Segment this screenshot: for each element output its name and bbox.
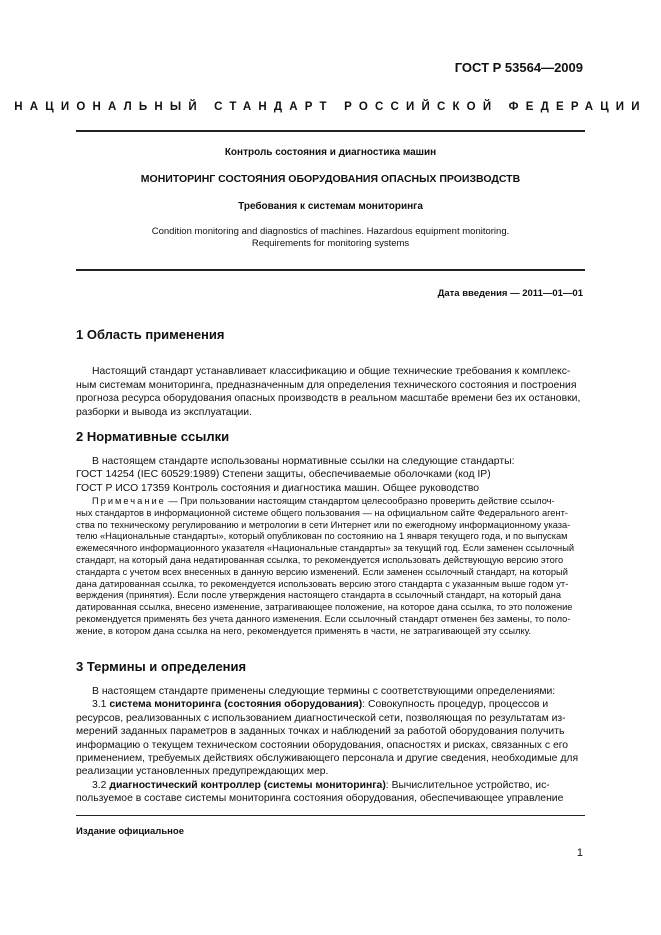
s1-line: ным системам мониторинга, предназначенным для определения технического состояния и построения [76, 379, 577, 391]
s1-line: Настоящий стандарт устанавливает классификацию и общие технические требования к комплекс- [92, 366, 571, 378]
term-3-1: 3.1 система мониторинга (состояния оборудования): Совокупность процедур, процессов и [92, 699, 549, 711]
top-rule [76, 130, 585, 132]
s1-line: разборки и вывода из эксплуатации. [76, 406, 252, 418]
section-2-heading: 2 Нормативные ссылки [76, 429, 230, 444]
footer-rule [76, 815, 585, 816]
section-2-note: Примечание — При пользовании настоящим стандартом целесообразно проверить действие ссылоч- ных стандартов в информационной системе общего пользования — на официальном сайте Федерального агент- ства по техническому регулированию и метрологии в сети Интернет или по ежегодному информационному указа- телю «Национальные стандарты», который опубликован по состоянию на 1 января текущего года, и по выпускам ежемесячного информационного указателя «Национальные стандарты» за текущий год. Если заменен ссылочный стандарт, на который дана недатированная ссылка, то рекомендуется использовать действующую версию этого стандарта с учетом всех внесенных в данную версию изменений. Если заменен ссылочный стандарт, на который дана датированная ссылка, то рекомендуется использовать версию этого стандарта с указанным выше годом ут- верждения (принятия). Если после утверждения настоящего стандарта в ссылочный стандарт, на который дана датированная ссылка, внесено изменение, затрагивающее положение, на которое дана ссылка, то это положение рекомендуется применять без учета данного изменения. Если ссылочный стандарт отменен без замены, то поло- жение, в котором дана ссылка на него, рекомендуется применять в части, не затрагивающей эту ссылку. [76, 496, 575, 636]
title-rule [76, 269, 585, 271]
section-2-body [76, 455, 585, 495]
section-3-heading: 3 Термины и определения [76, 659, 247, 674]
national-standard-banner: НАЦИОНАЛЬНЫЙ СТАНДАРТ РОССИЙСКОЙ ФЕДЕРАЦИИ [14, 101, 647, 113]
section-1-body [76, 352, 585, 419]
document-number: ГОСТ Р 53564—2009 [454, 60, 583, 75]
title-group: Контроль состояния и диагностика машин [224, 147, 437, 158]
official-edition-label: Издание официальное [76, 826, 184, 837]
title-english-line-1: Condition monitoring and diagnostics of machines. Hazardous equipment monitoring. [151, 226, 510, 237]
s2-line: ГОСТ Р ИСО 17359 Контроль состояния и диагностика машин. Общее руководство [76, 482, 480, 494]
s2-line: В настоящем стандарте использованы нормативные ссылки на следующие стандарты: [92, 456, 515, 467]
date-of-introduction: Дата введения — 2011—01—01 [437, 288, 583, 299]
s3-intro: В настоящем стандарте применены следующие термины с соответствующими определениями: [92, 686, 556, 697]
title-main: МОНИТОРИНГ СОСТОЯНИЯ ОБОРУДОВАНИЯ ОПАСНЫХ ПРОИЗВОДСТВ [140, 173, 521, 185]
note-label: Примечание [92, 496, 166, 506]
page-number: 1 [576, 847, 583, 859]
title-english [60, 226, 601, 250]
s1-line: прогноза ресурса оборудования опасных производств в реальном масштабе времени без их остановки, [76, 393, 581, 405]
term-3-2: 3.2 диагностический контроллер (системы мониторинга): Вычислительное устройство, ис- [92, 779, 550, 791]
section-1-heading: 1 Область применения [76, 327, 225, 342]
s2-line: ГОСТ 14254 (IEC 60529:1989) Степени защиты, обеспечиваемые оболочками (код IP) [76, 469, 491, 481]
section-3-body: В настоящем стандарте применены следующие термины с соответствующими определениями: 3.1 система мониторинга (состояния оборудования): Совокупность процедур, процессов и ресурсов, реализованных с использованием диагностической сети, позволяющая по результатам из- мерений заданных параметров в заданных точках и наблюдений за работой оборудования получить информацию о текущем техническом состоянии оборудования, опасностях и рисках, связанных с его применением, требуемых действиях обслуживающего персонала и другие сведения, необходимые для реализации установленных предупреждающих мер. 3.2 диагностический контроллер (системы мониторинга): Вычислительное устройство, ис- пользуемое в составе системы мониторинга состояния оборудования, обеспечивающее управление [76, 685, 585, 806]
title-english-line-2: Requirements for monitoring systems [251, 238, 410, 249]
title-sub: Требования к системам мониторинга [238, 201, 423, 212]
